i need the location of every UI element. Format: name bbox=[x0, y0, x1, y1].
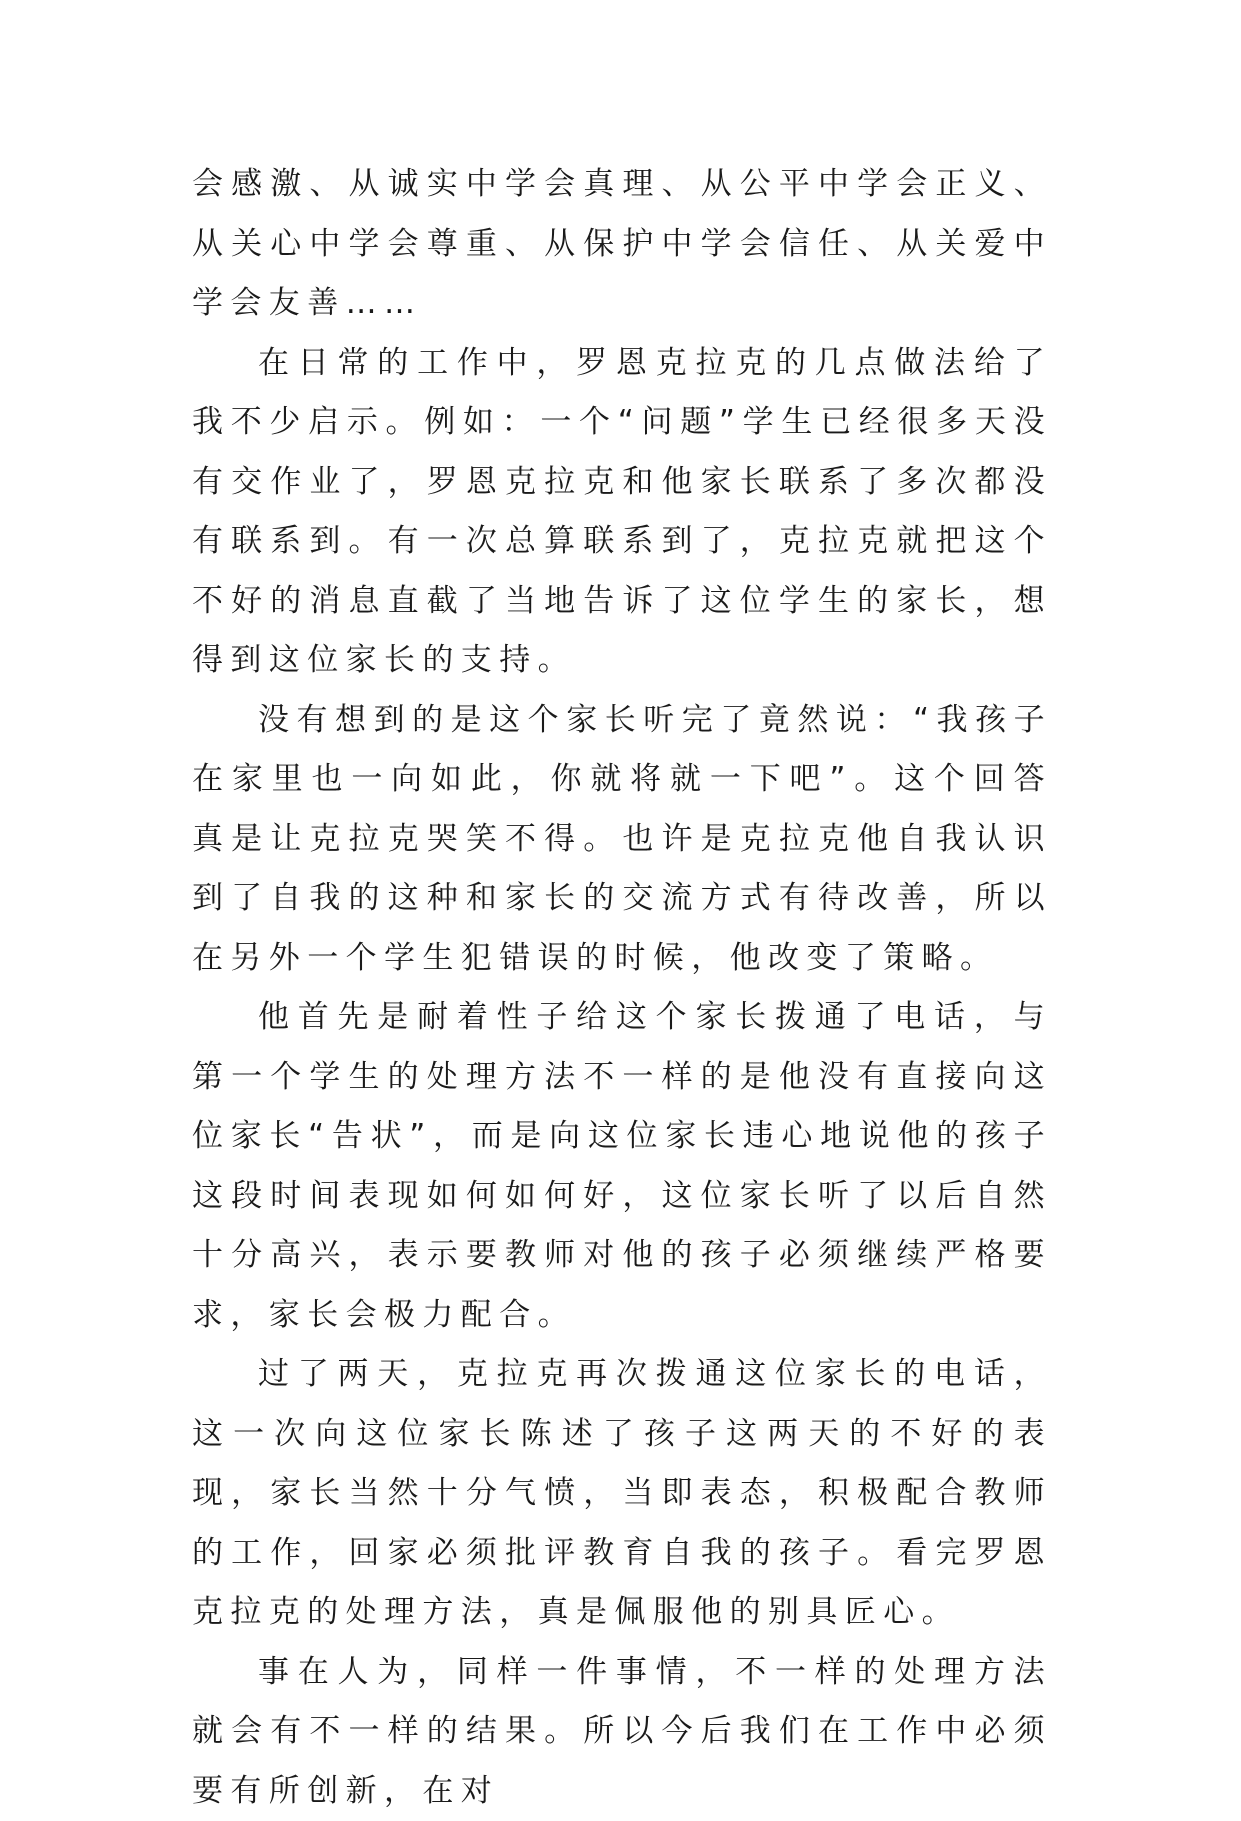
paragraph-3: 没有想到的是这个家长听完了竟然说：“我孩子在家里也一向如此，你就将就一下吧”。这个回答真是让克拉克哭笑不得。也许是克拉克他自我认识到了自我的这种和家长的交流方式有待改善，所以在另外一个学生犯错误的时候，他改变了策略。 bbox=[192, 691, 1052, 989]
paragraph-1: 会感激、从诚实中学会真理、从公平中学会正义、从关心中学会尊重、从保护中学会信任、从关爱中学会友善…… bbox=[192, 155, 1052, 334]
paragraph-6: 事在人为，同样一件事情，不一样的处理方法就会有不一样的结果。所以今后我们在工作中必须要有所创新，在对 bbox=[192, 1643, 1052, 1821]
paragraph-4: 他首先是耐着性子给这个家长拨通了电话，与第一个学生的处理方法不一样的是他没有直接向这位家长“告状”，而是向这位家长违心地说他的孩子这段时间表现如何如何好，这位家长听了以后自然十分高兴，表示要教师对他的孩子必须继续严格要求，家长会极力配合。 bbox=[192, 988, 1052, 1345]
paragraph-2: 在日常的工作中，罗恩克拉克的几点做法给了我不少启示。例如：一个“问题”学生已经很多天没有交作业了，罗恩克拉克和他家长联系了多次都没有联系到。有一次总算联系到了，克拉克就把这个不好的消息直截了当地告诉了这位学生的家长，想得到这位家长的支持。 bbox=[192, 334, 1052, 691]
paragraph-5: 过了两天，克拉克再次拨通这位家长的电话，这一次向这位家长陈述了孩子这两天的不好的表现，家长当然十分气愤，当即表态，积极配合教师的工作，回家必须批评教育自我的孩子。看完罗恩克拉克的处理方法，真是佩服他的别具匠心。 bbox=[192, 1345, 1052, 1643]
document-body bbox=[192, 155, 1052, 1821]
